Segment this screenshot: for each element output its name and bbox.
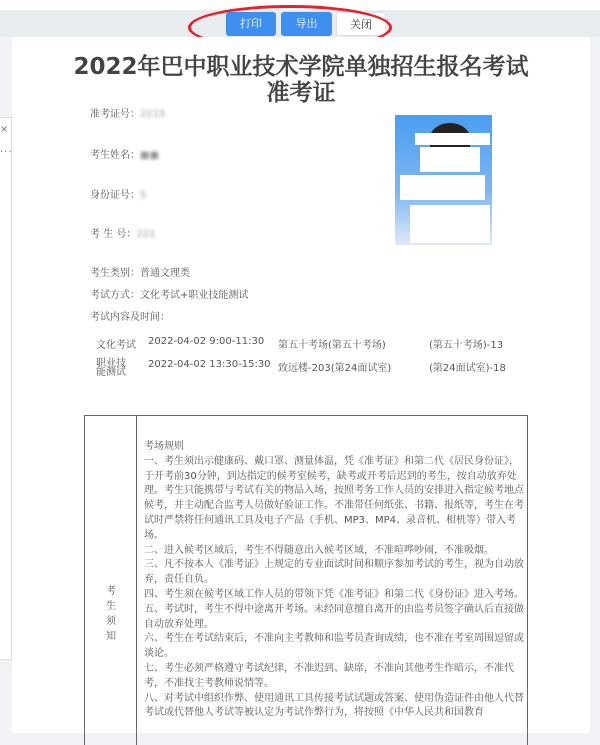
rule-item: 一、考生须出示健康码、戴口罩、测量体温，凭《准考证》和第二代《居民身份证》，于开考前30分钟，到达指定的候考室候考，缺考或开考后迟到的考生，按自动放弃处理。考生只能携带与考试有关的物品入场，按照考务工作人员的安排进入指定候考地点候考，并主动配合监考人员做好验证工作。不准带任何纸张、书籍、报纸等，考生在考试时严禁将任何通讯工具及电子产品（手机、MP3、MP4、录音机、相机等）带入考场。 [144, 455, 524, 541]
close-button[interactable]: 关闭 [336, 12, 386, 36]
student-number-field: 考 生 号：221 [90, 229, 156, 240]
print-button[interactable]: 打印 [226, 12, 276, 36]
student-photo [395, 115, 492, 245]
exam-method-field: 考试方式：文化考试+职业技能测试 [90, 290, 249, 301]
side-panel [0, 117, 12, 660]
close-icon[interactable]: × [0, 124, 9, 135]
rule-item: 三、凡不按本人《准考证》上规定的专业面试时间和顺序参加考试的考生，视为自动放弃，责任自负。 [144, 559, 524, 586]
rule-item: 二、进入候考区域后，考生不得随意出入候考区域，不准喧哗吵闹，不准吸烟。 [144, 544, 494, 556]
exam-notice-table [84, 415, 528, 745]
rule-item: 四、考生须在候考区域工作人员的带领下凭《准考证》和第二代《身份证》进入考场。 [144, 588, 524, 600]
toolbar [0, 10, 600, 37]
notice-content: 考场规则 一、考生须出示健康码、戴口罩、测量体温，凭《准考证》和第二代《居民身份证》，于开考前30分钟，到达指定的候考室候考，缺考或开考后迟到的考生，按自动放弃处理。考生只能携带与考试有关的物品入场，按照考务工作人员的安排进入指定候考地点候考，并主动配合监考人员做好验证工作。不准带任何纸张、书籍、报纸等，考生在考试时严禁将任何通讯工具及电子产品（手机、MP3、MP4、录音机、相机等）带入考场。 二、进入候考区域后，考生不得随意出入候考区域，不准喧哗吵闹，不准吸烟。 三、凡不按本人《准考证》上规定的专业面试时间和顺序参加考试的考生，视为自动放弃，责任自负。 四、考生须在候考区域工作人员的带领下凭《准考证》和第二代《身份证》进入考场。 五、考试时，考生不得中途离开考场。未经同意擅自离开的由监考员签字确认后直接做自动放弃处理。 六、考生在考试结束后，不准向主考教师和监考员查询成绩，也不准在考室周围逗留或谈论。 七、考生必须严格遵守考试纪律，不准迟到、缺席，不准向其他考生作暗示，不准代考，不准找主考教师说情等。 八、对考试中组织作弊、使用通讯工具传接考试试题或答案、使用伪造证件由他人代替考试或代替他人考试等被认定为考试作弊行为，将按照《中华人民共和国教育 [144, 440, 524, 721]
exam-content-label: 考试内容及时间： [90, 312, 170, 323]
ticket-number-field: 准考证号：2215 [90, 109, 166, 120]
admission-ticket: 2022年巴中职业技术学院单独招生报名考试 准考证 准考证号：2215 考生姓名：■■ 身份证号：5 考 生 号：221 考生类别：普通文理类 考试方式：文化考试+职业技能测试 考试内容及时间： 文化考试 2022-04-02 9:00-11:30 第五十考场(第五十考场) (第五十考场)-13 职业技能测试 2022-04-02 13:30-15:30 致远楼-203(第24面试室) (第24面试室)-18 考生须知 考场规则 一、考生须出示健康码、戴口罩、测量体温，凭《准考证》和第二代《居民身份证》，于开考前30分钟，到达指定的候考室候考，缺考或开考后迟到的考生，按自动放弃处理。考生只能携带与考试有关的物品入场，按照考务工作人员的安排进入指定候考地点候考，并主动配合监考人员做好验证工作。不准带任何纸张、书籍、报纸等，考生在考试时严禁将任何通讯工具及电子产品（手机、MP3、MP4、录音机、相机等）带入考场。 二、进入候考区域后，考生不得随意出入候考区域，不准喧哗吵闹，不准吸烟。 三、凡不按本人《准考证》上规定的专业面试时间和顺序参加考试的考生，视为自动放弃，责任自负。 四、考生须在候考区域工作人员的带领下凭《准考证》和第二代《身份证》进入考场。 五、考试时，考生不得中途离开考场。未经同意擅自离开的由监考员签字确认后直接做自动放弃处理。 六、考生在考试结束后，不准向主考教师和监考员查询成绩，也不准在考室周围逗留或谈论。 七、考生必须严格遵守考试纪律，不准迟到、缺席，不准向其他考生作暗示，不准代考，不准找主考教师说情等。 八、对考试中组织作弊、使用通讯工具传接考试试题或答案、使用伪造证件由他人代替考试或代替他人考试等被认定为考试作弊行为，将按照《中华人民共和国教育 [12, 37, 590, 733]
export-button[interactable]: 导出 [281, 12, 332, 36]
rule-item: 七、考生必须严格遵守考试纪律，不准迟到、缺席，不准向其他考生作暗示，不准代考，不准找主考教师说情等。 [144, 662, 514, 689]
rule-item: 五、考试时，考生不得中途离开考场。未经同意擅自离开的由监考员签字确认后直接做自动放弃处理。 [144, 603, 524, 630]
page-title: 2022年巴中职业技术学院单独招生报名考试 [73, 54, 529, 80]
more-icon[interactable]: ... [0, 144, 13, 155]
category-field: 考生类别：普通文理类 [90, 268, 190, 279]
page-subtitle: 准考证 [266, 80, 336, 106]
name-field: 考生姓名：■■ [90, 150, 159, 161]
rule-item: 六、考生在考试结束后，不准向主考教师和监考员查询成绩，也不准在考室周围逗留或谈论。 [144, 633, 524, 660]
id-number-field: 身份证号：5 [90, 190, 147, 201]
rule-item: 八、对考试中组织作弊、使用通讯工具传接考试试题或答案、使用伪造证件由他人代替考试或代替他人考试等被认定为考试作弊行为，将按照《中华人民共和国教育 [144, 692, 524, 719]
notice-label-cell: 考生须知 [85, 416, 137, 745]
top-bar [0, 0, 600, 10]
